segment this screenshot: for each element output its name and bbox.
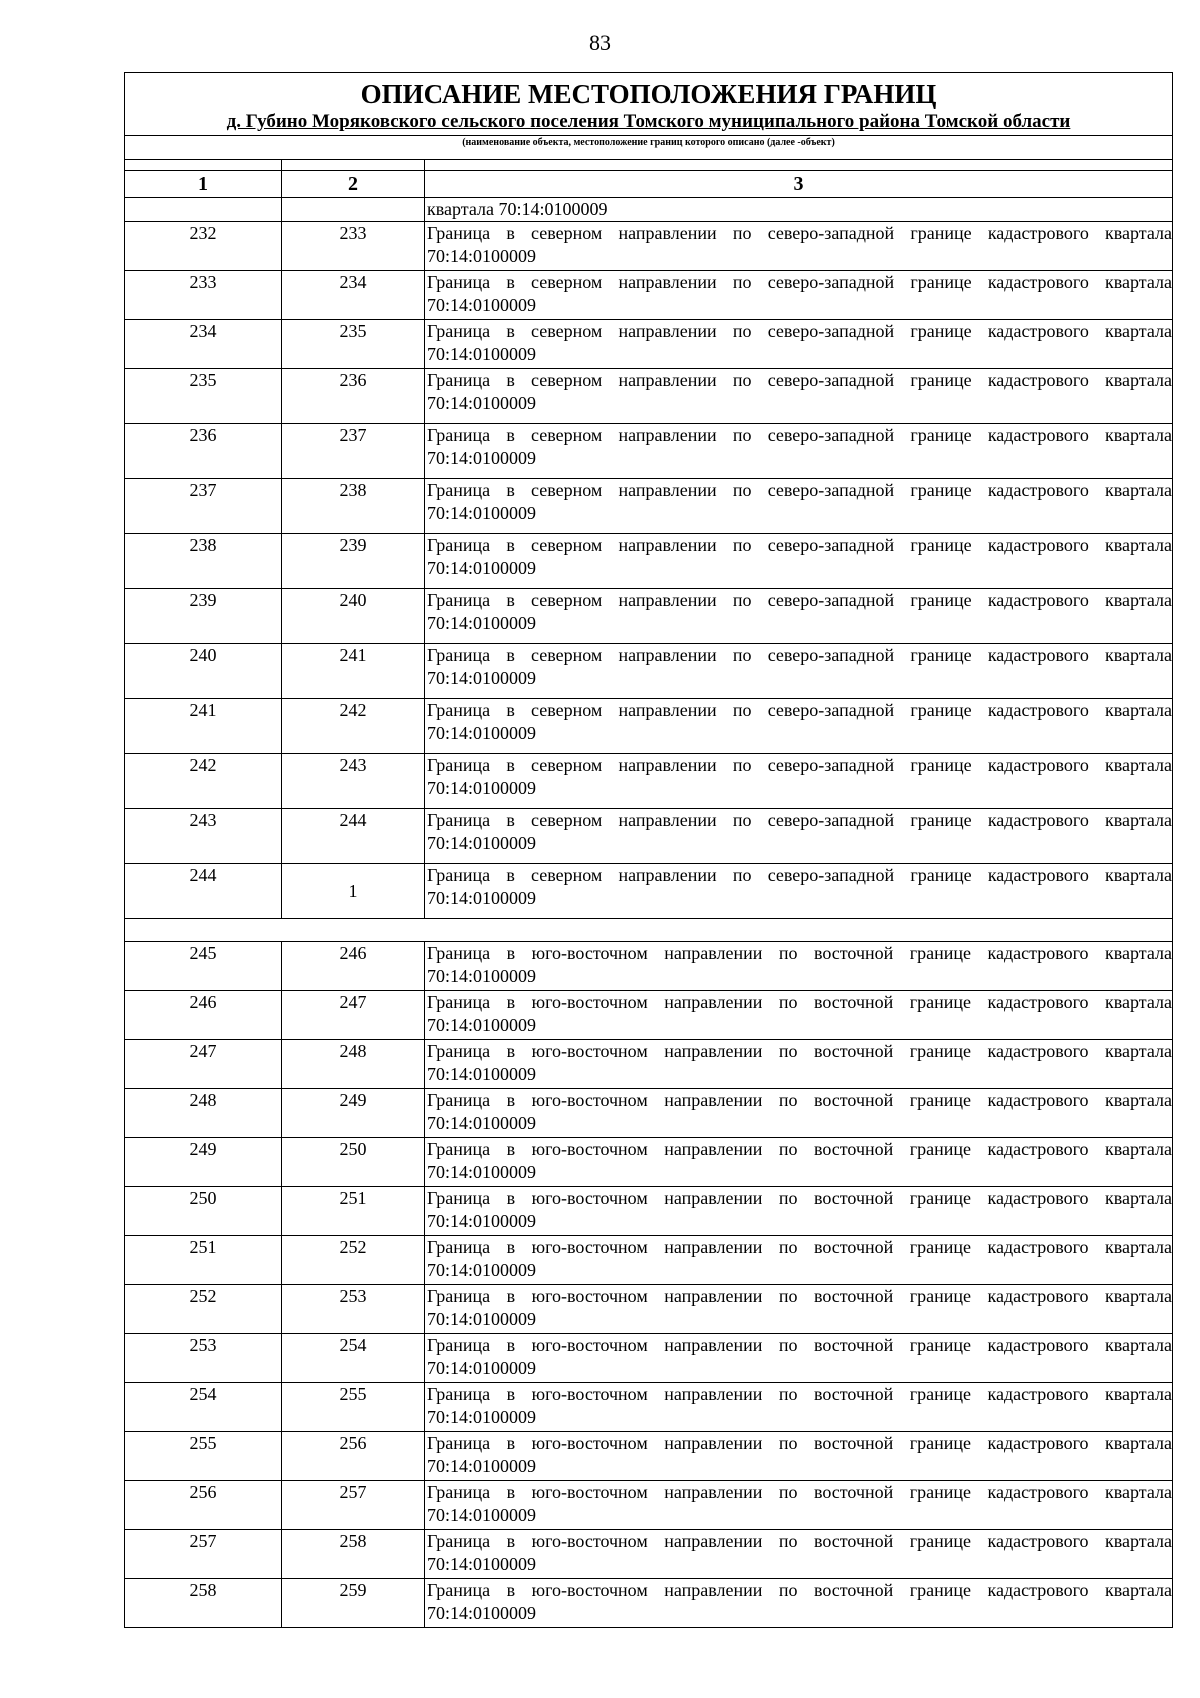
boundary-description: [425, 1481, 1173, 1530]
boundary-description: [425, 1579, 1173, 1628]
point-to: 248: [282, 1040, 425, 1089]
point-from: 250: [125, 1187, 282, 1236]
point-to: 257: [282, 1481, 425, 1530]
spacer-row: [125, 160, 1173, 171]
description-line-1: Граница в юго-восточном направлении по восточной границе кадастрового квартала: [427, 943, 1172, 963]
boundary-description: [425, 222, 1173, 271]
description-line-1: Граница в северном направлении по северо-западной границе кадастрового квартала: [427, 810, 1172, 830]
point-from: 254: [125, 1383, 282, 1432]
table-row: [125, 1432, 1173, 1481]
description-line-1: Граница в юго-восточном направлении по восточной границе кадастрового квартала: [427, 1041, 1172, 1061]
table-row: [125, 1334, 1173, 1383]
description-line-1: Граница в северном направлении по северо-западной границе кадастрового квартала: [427, 645, 1172, 665]
separator-row: [125, 919, 1173, 942]
boundary-description: [425, 589, 1173, 644]
boundary-description: [425, 1236, 1173, 1285]
description-line-2: 70:14:0100009: [427, 1260, 537, 1280]
description-line-1: Граница в юго-восточном направлении по восточной границе кадастрового квартала: [427, 1188, 1172, 1208]
table-row: [125, 320, 1173, 369]
boundary-description: [425, 1432, 1173, 1481]
boundary-description: [425, 1334, 1173, 1383]
point-from: 247: [125, 1040, 282, 1089]
boundary-description: [425, 1530, 1173, 1579]
description-line-2: 70:14:0100009: [427, 246, 537, 266]
boundary-description: [425, 991, 1173, 1040]
table-row: [125, 222, 1173, 271]
table-row: [125, 1481, 1173, 1530]
description-line-2: 70:14:0100009: [427, 1554, 537, 1574]
point-from: 234: [125, 320, 282, 369]
table-row: [125, 644, 1173, 699]
table-row: [125, 809, 1173, 864]
table-row: [125, 1138, 1173, 1187]
point-from: 249: [125, 1138, 282, 1187]
table-row: [125, 479, 1173, 534]
description-line-1: Граница в северном направлении по северо-западной границе кадастрового квартала: [427, 223, 1172, 243]
description-line-2: 70:14:0100009: [427, 1015, 537, 1035]
point-to: 233: [282, 222, 425, 271]
point-from: 242: [125, 754, 282, 809]
table-row: [125, 864, 1173, 919]
table-row: [125, 1236, 1173, 1285]
description-line-1: Граница в северном направлении по северо-западной границе кадастрового квартала: [427, 425, 1172, 445]
point-to: 247: [282, 991, 425, 1040]
table-row: [125, 1187, 1173, 1236]
boundary-description: [425, 942, 1173, 991]
description-line-1: Граница в юго-восточном направлении по восточной границе кадастрового квартала: [427, 1580, 1172, 1600]
description-line-2: 70:14:0100009: [427, 723, 537, 743]
boundary-description: [425, 754, 1173, 809]
document-note: (наименование объекта, местоположение границ которого описано (далее -объект): [125, 135, 1172, 150]
description-line-2: 70:14:0100009: [427, 1309, 537, 1329]
description-line-1: Граница в юго-восточном направлении по восточной границе кадастрового квартала: [427, 1433, 1172, 1453]
point-from: 255: [125, 1432, 282, 1481]
description-line-2: 70:14:0100009: [427, 448, 537, 468]
description-line-2: 70:14:0100009: [427, 503, 537, 523]
description-line-1: Граница в юго-восточном направлении по восточной границе кадастрового квартала: [427, 1090, 1172, 1110]
point-to: 242: [282, 699, 425, 754]
table-row: [125, 1285, 1173, 1334]
description-line-2: 70:14:0100009: [427, 1211, 537, 1231]
table-row: [125, 942, 1173, 991]
description-line-1: Граница в северном направлении по северо-западной границе кадастрового квартала: [427, 755, 1172, 775]
document-title: ОПИСАНИЕ МЕСТОПОЛОЖЕНИЯ ГРАНИЦ: [360, 79, 937, 109]
description-line-2: 70:14:0100009: [427, 833, 537, 853]
boundary-description: [425, 271, 1173, 320]
boundary-description: [425, 534, 1173, 589]
description-line-1: Граница в юго-восточном направлении по восточной границе кадастрового квартала: [427, 1482, 1172, 1502]
point-to: 235: [282, 320, 425, 369]
table-row: [125, 424, 1173, 479]
point-from: 257: [125, 1530, 282, 1579]
boundary-description: [425, 1138, 1173, 1187]
continuation-row: [125, 198, 1173, 222]
description-line-2: 70:14:0100009: [427, 668, 537, 688]
table-row: [125, 534, 1173, 589]
point-from: 256: [125, 1481, 282, 1530]
point-from: 236: [125, 424, 282, 479]
description-line-1: Граница в северном направлении по северо-западной границе кадастрового квартала: [427, 321, 1172, 341]
continuation-text: квартала 70:14:0100009: [425, 198, 1173, 222]
point-from: 244: [125, 864, 282, 919]
document-subtitle: д. Губино Моряковского сельского поселения Томского муниципального района Томской области: [226, 111, 1071, 132]
table-row: [125, 991, 1173, 1040]
description-line-1: Граница в юго-восточном направлении по восточной границе кадастрового квартала: [427, 1286, 1172, 1306]
table-row: [125, 1530, 1173, 1579]
point-to: 258: [282, 1530, 425, 1579]
boundary-description: [425, 1089, 1173, 1138]
point-to: 239: [282, 534, 425, 589]
point-from: 235: [125, 369, 282, 424]
description-line-1: Граница в юго-восточном направлении по восточной границе кадастрового квартала: [427, 1335, 1172, 1355]
point-from: 241: [125, 699, 282, 754]
point-from: 253: [125, 1334, 282, 1383]
point-from: 238: [125, 534, 282, 589]
boundary-table: [124, 72, 1173, 1628]
description-line-2: 70:14:0100009: [427, 344, 537, 364]
point-to: 254: [282, 1334, 425, 1383]
point-from: 245: [125, 942, 282, 991]
description-line-2: 70:14:0100009: [427, 1505, 537, 1525]
point-from: 258: [125, 1579, 282, 1628]
table-row: [125, 1040, 1173, 1089]
point-to: 236: [282, 369, 425, 424]
boundary-description: [425, 809, 1173, 864]
point-to: 259: [282, 1579, 425, 1628]
boundary-description: [425, 1285, 1173, 1334]
point-to: 250: [282, 1138, 425, 1187]
point-to: 251: [282, 1187, 425, 1236]
table-row: [125, 589, 1173, 644]
boundary-description: [425, 1040, 1173, 1089]
description-line-2: 70:14:0100009: [427, 888, 537, 908]
point-to: 244: [282, 809, 425, 864]
point-to: 256: [282, 1432, 425, 1481]
point-from: 251: [125, 1236, 282, 1285]
description-line-1: Граница в северном направлении по северо-западной границе кадастрового квартала: [427, 480, 1172, 500]
table-row: [125, 1383, 1173, 1432]
boundary-description: [425, 699, 1173, 754]
boundary-description: [425, 1383, 1173, 1432]
description-line-2: 70:14:0100009: [427, 1162, 537, 1182]
page-number: 83: [589, 30, 611, 55]
description-line-2: 70:14:0100009: [427, 1358, 537, 1378]
point-to: 237: [282, 424, 425, 479]
description-line-1: Граница в северном направлении по северо-западной границе кадастрового квартала: [427, 590, 1172, 610]
description-line-1: Граница в северном направлении по северо-западной границе кадастрового квартала: [427, 865, 1172, 885]
description-line-2: 70:14:0100009: [427, 966, 537, 986]
point-to: 241: [282, 644, 425, 699]
point-to: 243: [282, 754, 425, 809]
column-header-1: 1: [125, 171, 282, 198]
description-line-2: 70:14:0100009: [427, 393, 537, 413]
description-line-2: 70:14:0100009: [427, 558, 537, 578]
point-to: 246: [282, 942, 425, 991]
description-line-1: Граница в северном направлении по северо-западной границе кадастрового квартала: [427, 272, 1172, 292]
point-to: 238: [282, 479, 425, 534]
description-line-2: 70:14:0100009: [427, 778, 537, 798]
point-from: 248: [125, 1089, 282, 1138]
description-line-2: 70:14:0100009: [427, 1456, 537, 1476]
point-to: 234: [282, 271, 425, 320]
boundary-description: [425, 424, 1173, 479]
table-row: [125, 369, 1173, 424]
description-line-1: Граница в юго-восточном направлении по восточной границе кадастрового квартала: [427, 1237, 1172, 1257]
point-from: 252: [125, 1285, 282, 1334]
description-line-2: 70:14:0100009: [427, 295, 537, 315]
table-row: [125, 1579, 1173, 1628]
description-line-1: Граница в юго-восточном направлении по восточной границе кадастрового квартала: [427, 1139, 1172, 1159]
point-to: 255: [282, 1383, 425, 1432]
description-line-1: Граница в юго-восточном направлении по восточной границе кадастрового квартала: [427, 1531, 1172, 1551]
description-line-1: Граница в северном направлении по северо-западной границе кадастрового квартала: [427, 370, 1172, 390]
description-line-2: 70:14:0100009: [427, 1603, 537, 1623]
point-to: 1: [282, 864, 425, 919]
column-header-3: 3: [425, 171, 1173, 198]
column-header-2: 2: [282, 171, 425, 198]
point-to: 249: [282, 1089, 425, 1138]
table-row: [125, 754, 1173, 809]
boundary-description: [425, 369, 1173, 424]
point-from: 239: [125, 589, 282, 644]
point-to: 240: [282, 589, 425, 644]
table-row: [125, 1089, 1173, 1138]
boundary-description: [425, 644, 1173, 699]
column-header-row: [125, 171, 1173, 198]
description-line-2: 70:14:0100009: [427, 1064, 537, 1084]
boundary-description: [425, 864, 1173, 919]
description-line-2: 70:14:0100009: [427, 1113, 537, 1133]
point-from: 237: [125, 479, 282, 534]
point-from: 233: [125, 271, 282, 320]
description-line-1: Граница в северном направлении по северо-западной границе кадастрового квартала: [427, 700, 1172, 720]
point-from: 240: [125, 644, 282, 699]
description-line-2: 70:14:0100009: [427, 613, 537, 633]
point-from: 232: [125, 222, 282, 271]
description-line-1: Граница в северном направлении по северо-западной границе кадастрового квартала: [427, 535, 1172, 555]
point-to: 253: [282, 1285, 425, 1334]
boundary-description: [425, 320, 1173, 369]
boundary-description: [425, 479, 1173, 534]
table-row: [125, 699, 1173, 754]
boundary-description: [425, 1187, 1173, 1236]
point-from: 246: [125, 991, 282, 1040]
point-to: 252: [282, 1236, 425, 1285]
description-line-2: 70:14:0100009: [427, 1407, 537, 1427]
point-from: 243: [125, 809, 282, 864]
table-row: [125, 271, 1173, 320]
description-line-1: Граница в юго-восточном направлении по восточной границе кадастрового квартала: [427, 992, 1172, 1012]
title-row: [125, 73, 1173, 160]
description-line-1: Граница в юго-восточном направлении по восточной границе кадастрового квартала: [427, 1384, 1172, 1404]
